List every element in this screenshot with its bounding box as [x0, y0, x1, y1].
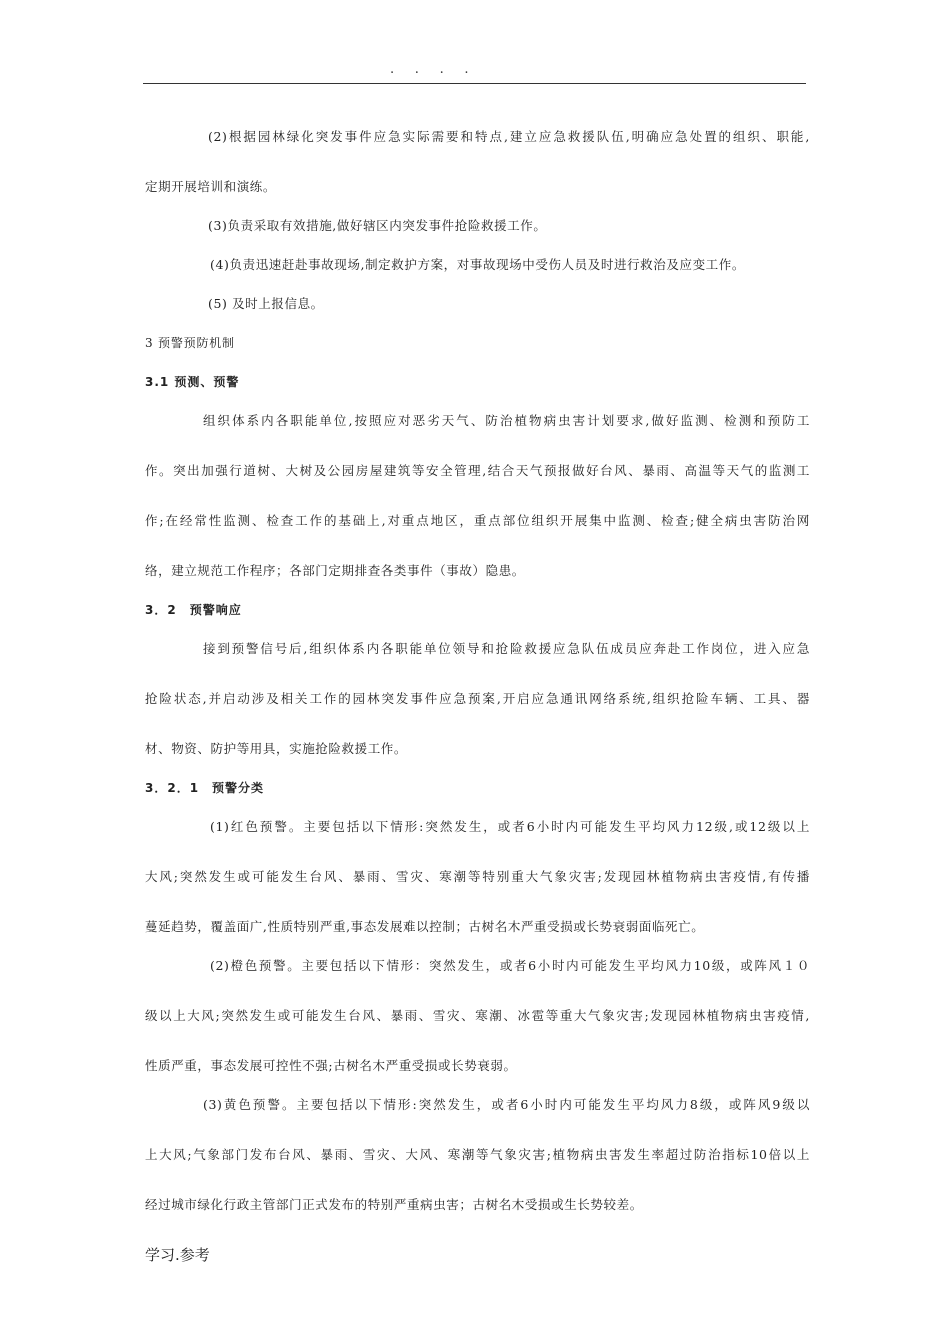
paragraph-line: (2)根据园林绿化突发事件应急实际需要和特点,建立应急救援队伍,明确应急处置的组织、职能,: [208, 129, 810, 144]
paragraph-line: 性质严重，事态发展可控性不强;古树名木严重受损或长势衰弱。: [145, 1058, 517, 1073]
paragraph-line: 级以上大风;突然发生或可能发生台风、暴雨、雪灾、寒潮、冰雹等重大气象灾害;发现园林植物病虫害疫情,: [145, 1008, 810, 1023]
subsection-heading: 3.1 预测、预警: [145, 375, 240, 389]
footer-text: 学习.参考: [145, 1246, 210, 1264]
paragraph-line: 大风;突然发生或可能发生台风、暴雨、雪灾、寒潮等特别重大气象灾害;发现园林植物病虫害疫情,有传播: [145, 869, 810, 884]
paragraph-line: 定期开展培训和演练。: [145, 179, 277, 194]
section-heading: 3 预警预防机制: [145, 336, 235, 350]
paragraph-line: 蔓延趋势，覆盖面广,性质特别严重,事态发展难以控制；古树名木严重受损或长势衰弱面临死亡。: [145, 919, 705, 934]
paragraph-line: 接到预警信号后,组织体系内各职能单位领导和抢险救援应急队伍成员应奔赴工作岗位，进入应急: [203, 641, 810, 656]
paragraph-line: (2)橙色预警。主要包括以下情形：突然发生，或者6小时内可能发生平均风力10级，或阵风１０: [210, 958, 810, 973]
paragraph-line: (1)红色预警。主要包括以下情形:突然发生，或者6小时内可能发生平均风力12级,或12级以上: [210, 819, 810, 834]
paragraph-line: 材、物资、防护等用具，实施抢险救援工作。: [145, 741, 408, 756]
paragraph-line: (4)负责迅速赶赴事故现场,制定救护方案，对事故现场中受伤人员及时进行救治及应变工作。: [210, 257, 745, 272]
paragraph-line: 作。突出加强行道树、大树及公园房屋建筑等安全管理,结合天气预报做好台风、暴雨、高温等天气的监测工: [145, 463, 810, 478]
header-rule: [143, 83, 806, 84]
header-dots: . . . .: [390, 62, 469, 77]
paragraph-line: 经过城市绿化行政主管部门正式发布的特别严重病虫害；古树名木受损或生长势较差。: [145, 1197, 643, 1212]
paragraph-line: 抢险状态,并启动涉及相关工作的园林突发事件应急预案,开启应急通讯网络系统,组织抢险车辆、工具、器: [145, 691, 810, 706]
paragraph-line: (3)负责采取有效措施,做好辖区内突发事件抢险救援工作。: [208, 218, 547, 233]
paragraph-line: (3)黄色预警。主要包括以下情形:突然发生，或者6小时内可能发生平均风力8级，或阵风9级以: [203, 1097, 810, 1112]
paragraph-line: 作;在经常性监测、检查工作的基础上,对重点地区，重点部位组织开展集中监测、检查;健全病虫害防治网: [145, 513, 810, 528]
paragraph-line: 络，建立规范工作程序；各部门定期排查各类事件（事故）隐患。: [145, 563, 525, 578]
subsection-heading: 3．2．1 预警分类: [145, 781, 265, 795]
paragraph-line: (5) 及时上报信息。: [208, 296, 324, 311]
subsection-heading: 3．2 预警响应: [145, 603, 242, 617]
paragraph-line: 上大风;气象部门发布台风、暴雨、雪灾、大风、寒潮等气象灾害;植物病虫害发生率超过防治指标10倍以上: [145, 1147, 810, 1162]
paragraph-line: 组织体系内各职能单位,按照应对恶劣天气、防治植物病虫害计划要求,做好监测、检测和预防工: [203, 413, 810, 428]
